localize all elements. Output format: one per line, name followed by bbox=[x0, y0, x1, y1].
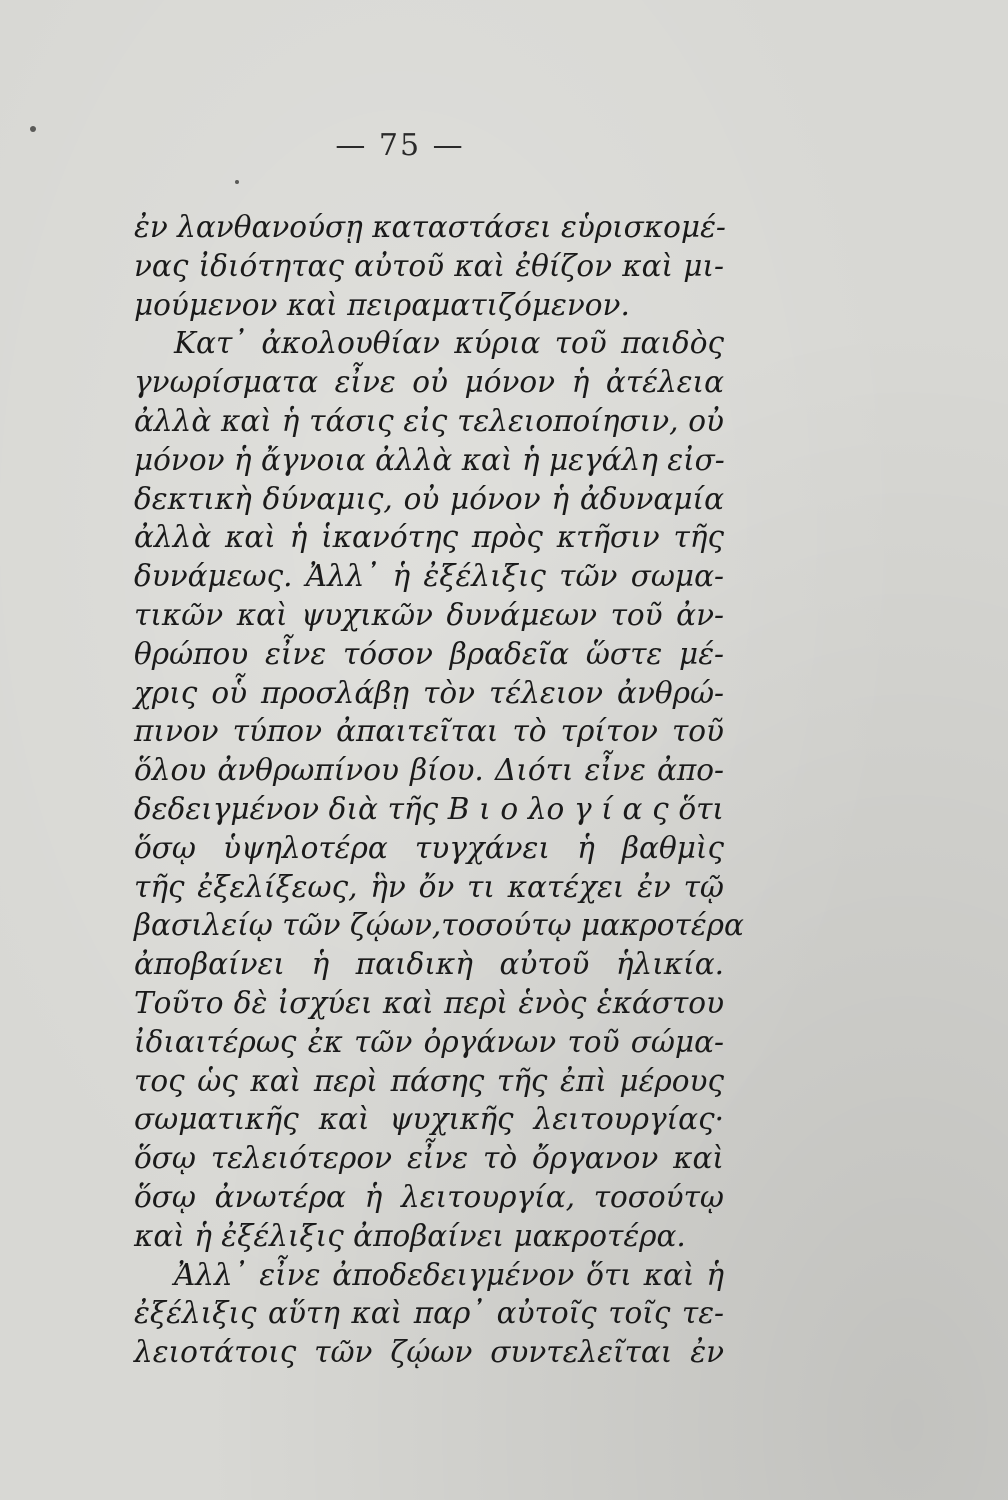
text-line: θρώπου εἶνε τόσον βραδεῖα ὥστε μέ- bbox=[134, 636, 724, 671]
text-line: Ἀλλ᾽ εἶνε ἀποδεδειγμένον ὅτι καὶ ἡ bbox=[174, 1257, 724, 1292]
body-text bbox=[134, 208, 744, 1372]
page-number: — 75 — bbox=[335, 128, 465, 163]
text-line: δεδειγμένον διὰ τῆς Β ι ο λο γ ί α ς ὅτι bbox=[134, 791, 724, 826]
text-line: ὅσῳ ἀνωτέρα ἡ λειτουργία, τοσούτῳ bbox=[134, 1179, 724, 1214]
text-line: ἐξέλιξις αὕτη καὶ παρ᾽ αὐτοῖς τοῖς τε- bbox=[134, 1296, 724, 1331]
text-line: τῆς ἐξελίξεως, ἣν ὄν τι κατέχει ἐν τῷ bbox=[134, 869, 724, 904]
text-line: ἀποβαίνει ἡ παιδικὴ αὐτοῦ ἡλικία. bbox=[134, 947, 724, 982]
text-line: ὅσῳ ὑψηλοτέρα τυγχάνει ἡ βαθμὶς bbox=[134, 830, 724, 865]
text-line: πινον τύπον ἀπαιτεῖται τὸ τρίτον τοῦ bbox=[134, 714, 724, 749]
text-line: ἀλλὰ καὶ ἡ ἱκανότης πρὸς κτῆσιν τῆς bbox=[134, 520, 724, 555]
text-line: σωματικῆς καὶ ψυχικῆς λειτουργίας· bbox=[134, 1102, 724, 1137]
text-line: δυνάμεως. Ἀλλ᾽ ἡ ἐξέλιξις τῶν σωμα- bbox=[134, 559, 724, 594]
text-line: τικῶν καὶ ψυχικῶν δυνάμεων τοῦ ἀν- bbox=[134, 597, 724, 632]
text-line: τος ὡς καὶ περὶ πάσης τῆς ἐπὶ μέρους bbox=[134, 1063, 724, 1098]
text-line: βασιλείῳ τῶν ζῴων,τοσούτῳ μακροτέρα bbox=[134, 908, 744, 943]
text-line: γνωρίσματα εἶνε οὐ μόνον ἡ ἀτέλεια bbox=[134, 365, 724, 400]
text-line: χρις οὗ προσλάβῃ τὸν τέλειον ἀνθρώ- bbox=[134, 675, 724, 710]
text-line: ἀλλὰ καὶ ἡ τάσις εἰς τελειοποίησιν, οὐ bbox=[134, 403, 724, 438]
text-line: δεκτικὴ δύναμις, οὐ μόνον ἡ ἀδυναμία bbox=[134, 481, 724, 516]
ink-speck bbox=[235, 180, 239, 184]
text-line: Κατ᾽ ἀκολουθίαν κύρια τοῦ παιδὸς bbox=[174, 326, 724, 361]
text-line: ἐν λανθανούσῃ καταστάσει εὑρισκομέ- bbox=[134, 210, 726, 244]
text-line: Τοῦτο δὲ ἰσχύει καὶ περὶ ἑνὸς ἑκάστου bbox=[134, 985, 724, 1020]
text-line: ὅσῳ τελειότερον εἶνε τὸ ὄργανον καὶ bbox=[134, 1141, 724, 1176]
text-line: μούμενον καὶ πειραματιζόμενον. bbox=[134, 287, 630, 322]
text-line: ἰδιαιτέρως ἐκ τῶν ὀργάνων τοῦ σώμα- bbox=[134, 1024, 724, 1059]
text-line: καὶ ἡ ἐξέλιξις ἀποβαίνει μακροτέρα. bbox=[134, 1218, 686, 1253]
text-line: ὅλου ἀνθρωπίνου βίου. Διότι εἶνε ἀπο- bbox=[134, 753, 724, 788]
text-line: μόνον ἡ ἄγνοια ἀλλὰ καὶ ἡ μεγάλη εἰσ- bbox=[134, 442, 725, 477]
text-line: λειοτάτοις τῶν ζῴων συντελεῖται ἐν bbox=[134, 1335, 724, 1370]
text-line: νας ἰδιότητας αὐτοῦ καὶ ἐθίζον καὶ μι- bbox=[134, 248, 724, 283]
